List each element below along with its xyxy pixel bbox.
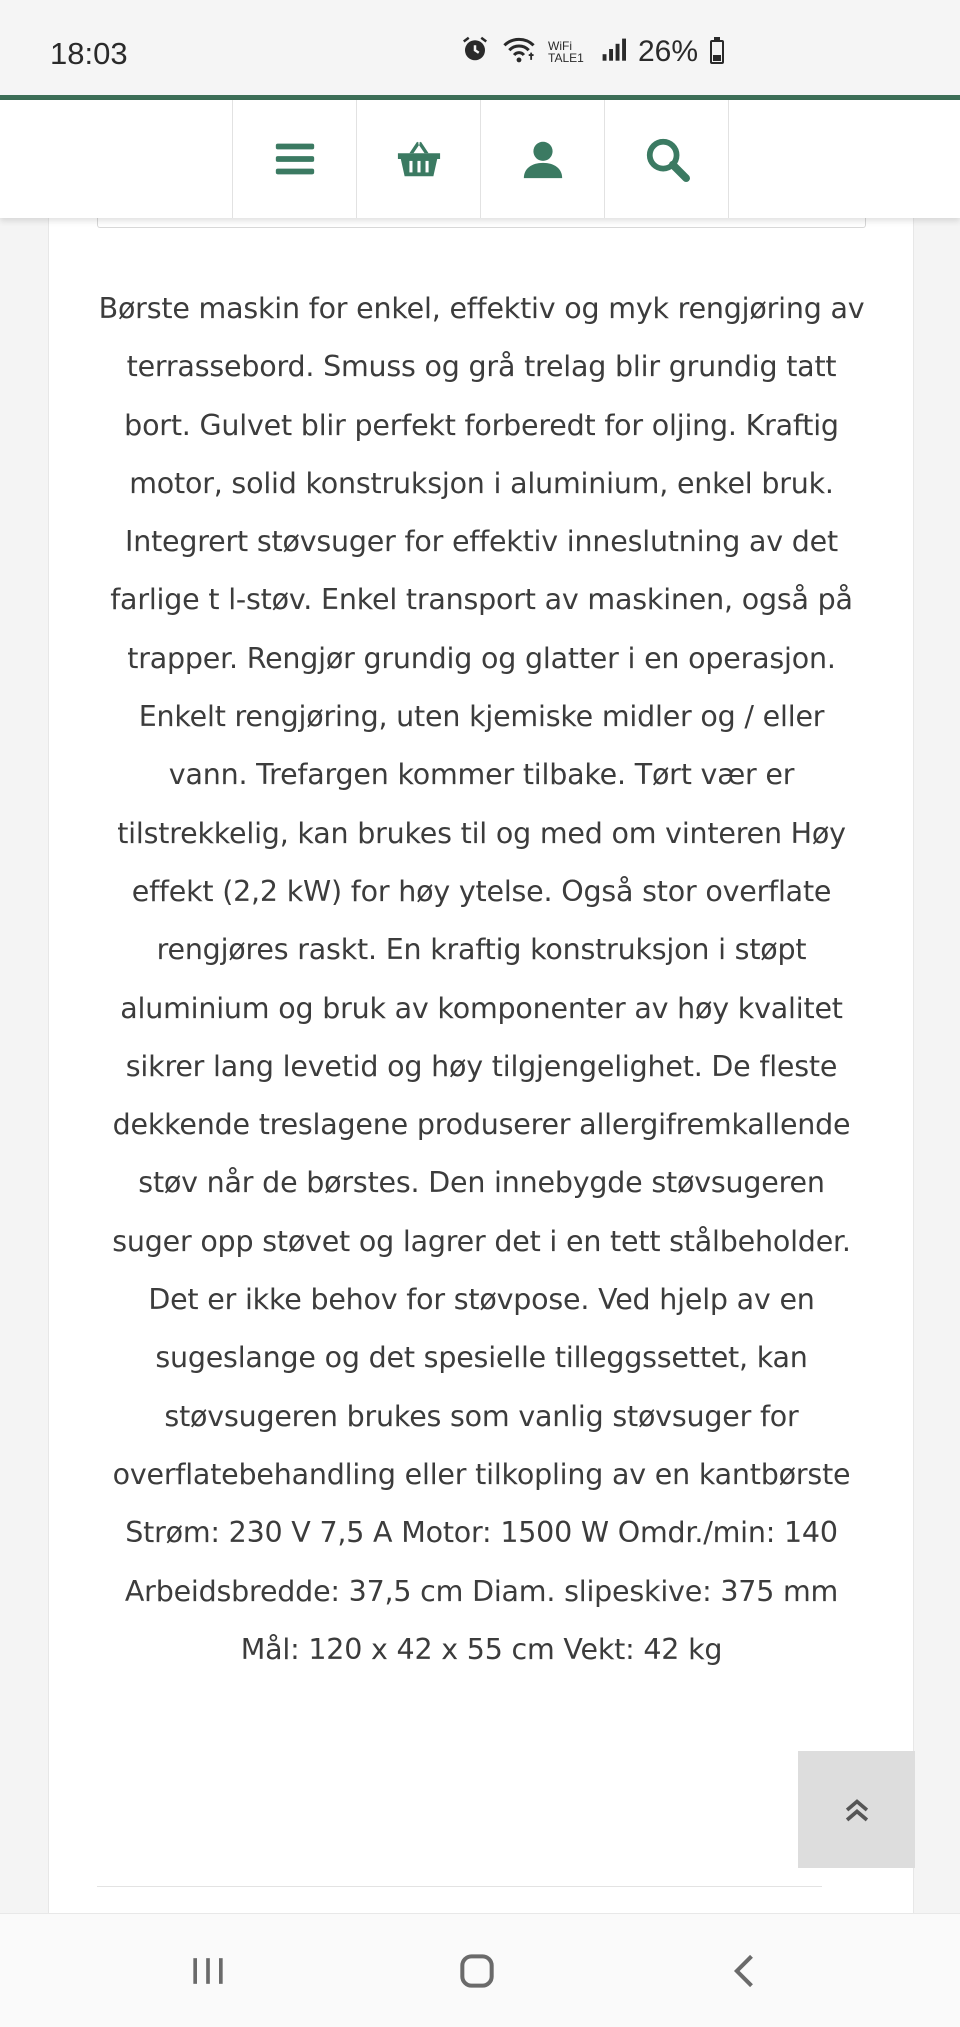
battery-level-fill — [713, 55, 721, 60]
search-button[interactable] — [605, 100, 729, 218]
recent-apps-button[interactable] — [148, 1914, 268, 2027]
wifi-icon — [502, 34, 536, 69]
signal-icon — [600, 36, 626, 67]
header-nav — [232, 100, 729, 218]
basket-icon — [396, 136, 442, 182]
system-navigation-bar — [0, 1913, 960, 2027]
home-icon — [455, 1949, 499, 1993]
menu-button[interactable] — [233, 100, 357, 218]
back-button[interactable] — [686, 1914, 806, 2027]
double-chevron-up-icon — [840, 1793, 874, 1827]
recent-apps-icon — [186, 1949, 230, 1993]
scroll-to-top-button[interactable] — [798, 1751, 915, 1868]
search-icon — [644, 136, 690, 182]
status-bar — [0, 0, 960, 95]
product-description: Børste maskin for enkel, effektiv og myk rengjøring av terrassebord. Smuss og grå trelag blir grundig tatt bort. Gulvet blir perfekt forberedt for oljing. Kraftig motor, solid konstruksjon i aluminium, enkel bruk. Integrert støvsuger for effektiv inneslutning av det farlige t l-støv. Enkel transport av maskinen, også på trapper. Rengjør grundig og glatter i en operasjon. Enkelt rengjøring, uten kjemiske midler og / eller vann. Trefargen kommer tilbake. Tørt vær er tilstrekkelig, kan brukes til og med om vinteren Høy effekt (2,2 kW) for høy ytelse. Også stor overflate rengjøres raskt. En kraftig konstruksjon i støpt aluminium og bruk av komponenter av høy kvalitet sikrer lang levetid og høy tilgjengelighet. De fleste dekkende treslagene produserer allergifremkallende støv når de børstes. Den innebygde støvsugeren suger opp støvet og lagrer det i en tett stålbeholder. Det er ikke behov for støvpose. Ved hjelp av en sugeslange og det spesielle tilleggssettet, kan støvsugeren brukes som vanlig støvsuger for overflatebehandling eller tilkopling av en kantbørste Strøm: 230 V 7,5 A Motor: 1500 W Omdr./min: 140 Arbeidsbredde: 37,5 cm Diam. slipeskive: 375 mm Mål: 120 x 42 x 55 cm Vekt: 42 kg — [98, 292, 865, 1666]
battery-percent: 26% — [638, 34, 699, 68]
status-time: 18:03 — [50, 36, 128, 71]
product-content-card — [48, 218, 914, 1918]
content-divider — [97, 1886, 822, 1887]
account-button[interactable] — [481, 100, 605, 218]
user-icon — [520, 136, 566, 182]
menu-icon — [272, 136, 318, 182]
cart-button[interactable] — [357, 100, 481, 218]
back-icon — [724, 1949, 768, 1993]
battery-icon — [710, 40, 724, 64]
wifi-label: WiFi TALE1 — [548, 38, 584, 65]
alarm-icon — [460, 34, 490, 69]
site-header — [0, 100, 960, 218]
status-icons — [460, 34, 724, 69]
home-button[interactable] — [417, 1914, 537, 2027]
